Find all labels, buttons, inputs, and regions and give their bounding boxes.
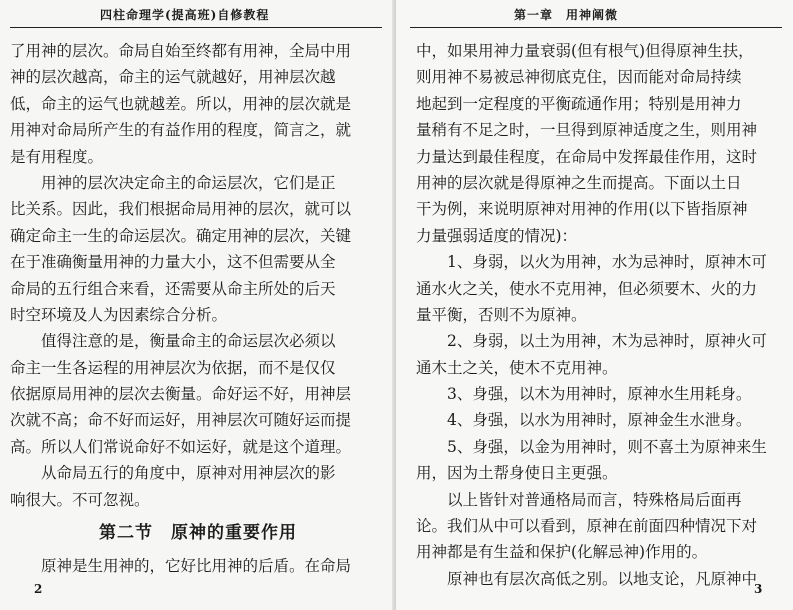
header-rule <box>10 27 382 28</box>
text-line: 力量强弱适度的情况)： <box>416 226 578 245</box>
text-line: 低，命主的运气也就越差。所以，用神的层次就是 <box>10 94 352 113</box>
text-line: 从命局五行的角度中，原神对用神层次的影 <box>41 464 336 483</box>
text-line: 通水火之关，使水不克用神，但必须要木、火的力 <box>416 279 758 298</box>
text-line: 命局的五行组合来看，还需要从命主所处的后天 <box>10 279 336 298</box>
section-title: 第二节 原神的重要作用 <box>99 523 297 544</box>
page-header: 第一章 用神阐微 <box>514 8 619 22</box>
text-line: 以上皆针对普通格局而言，特殊格局后面再 <box>447 490 742 509</box>
text-line: 用神的层次决定命主的命运层次，它们是正 <box>41 173 336 192</box>
text-line: 确定命主一生的命运层次。确定用神的层次，关键 <box>10 226 352 245</box>
text-line: 原神是生用神的，它好比用神的后盾。在命局 <box>41 557 352 576</box>
body-text <box>416 38 782 592</box>
paragraph-block <box>416 38 782 592</box>
text-line: 次就不高；命不好而运好，用神层次可随好运而提 <box>10 411 352 430</box>
text-line: 响很大。不可忽视。 <box>10 490 150 509</box>
text-line: 高。所以人们常说命好不如运好，就是这个道理。 <box>10 437 352 456</box>
text-line: 2、身弱，以土为用神，木为忌神时，原神火可 <box>447 332 767 351</box>
text-line: 量稍有不足之时，一旦得到原神适度之生，则用神 <box>416 121 758 140</box>
text-line: 用，因为土帮身使日主更强。 <box>416 464 618 483</box>
text-line: 则用神不易被忌神彻底克住，因而能对命局持续 <box>416 68 742 87</box>
text-line: 用神的层次就是得原神之生而提高。下面以土日 <box>416 173 742 192</box>
text-line: 中，如果用神力量衰弱(但有根气)但得原神生扶， <box>416 42 754 60</box>
text-line: 时空环境及人为因素综合分析。 <box>10 305 228 324</box>
text-line: 命主一生各运程的用神层次为依据，而不是仅仅 <box>10 358 336 377</box>
text-line: 原神也有层次高低之别。以地支论，凡原神中 <box>447 569 758 588</box>
text-line: 是有用程度。 <box>10 147 104 166</box>
text-line: 依据原局用神的层次去衡量。命好运不好，用神层 <box>10 385 352 404</box>
text-line: 通木土之关，使木不克用神。 <box>416 358 618 377</box>
text-line: 用神对命局所产生的有益作用的程度，简言之，就 <box>10 121 352 140</box>
text-line: 了用神的层次。命局自始至终都有用神，全局中用 <box>10 42 352 60</box>
text-line: 比关系。因此，我们根据命局用神的层次，就可以 <box>10 200 352 219</box>
paragraph-block <box>10 38 386 513</box>
left-page <box>0 0 396 610</box>
text-line: 用神都是有生益和保护(化解忌神)作用的。 <box>416 543 708 562</box>
text-line: 干为例，来说明原神对用神的作用(以下皆指原神 <box>416 200 748 219</box>
text-line: 量平衡，否则不为原神。 <box>416 305 587 324</box>
text-line: 力量达到最佳程度，在命局中发挥最佳作用，这时 <box>416 147 758 166</box>
page-number: 2 <box>34 582 43 596</box>
text-line: 4、身强，以水为用神时，原神金生水泄身。 <box>447 411 752 430</box>
text-line: 神的层次越高，命主的运气就越好，用神层次越 <box>10 68 336 87</box>
text-line: 在于准确衡量用神的力量大小，这不但需要从全 <box>10 253 336 272</box>
text-line: 论。我们从中可以看到，原神在前面四种情况下对 <box>416 517 758 536</box>
body-text <box>10 38 386 579</box>
text-line: 地起到一定程度的平衡疏通作用；特别是用神力 <box>416 94 742 113</box>
header-rule <box>410 27 782 28</box>
right-page <box>396 0 793 610</box>
text-line: 1、身弱，以火为用神，水为忌神时，原神木可 <box>447 253 767 272</box>
text-line: 值得注意的是，衡量命主的命运层次必须以 <box>41 332 336 351</box>
text-line: 3、身强，以木为用神时，原神水生用耗身。 <box>447 385 752 404</box>
page-header: 四柱命理学(提高班)自修教程 <box>100 8 270 22</box>
text-line: 5、身强，以金为用神时，则不喜土为原神来生 <box>447 437 767 456</box>
page-number: 3 <box>754 582 763 596</box>
paragraph-block <box>10 553 386 579</box>
